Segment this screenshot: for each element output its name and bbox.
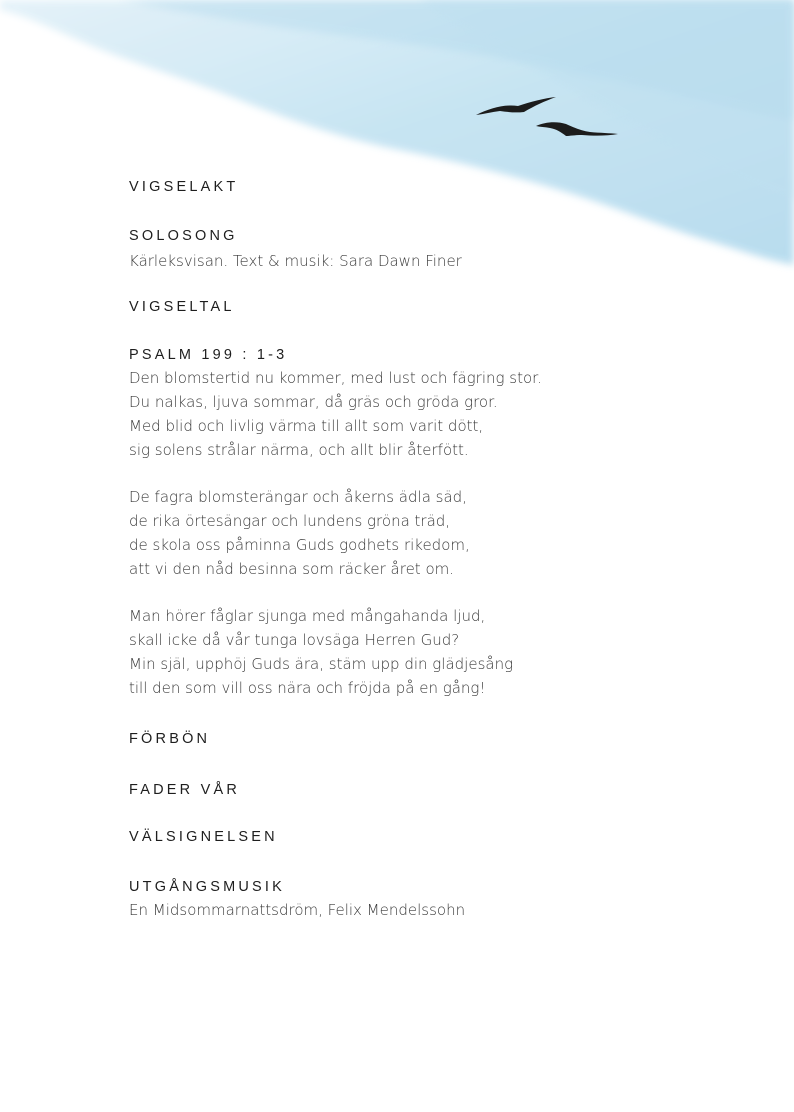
psalm-line: Man hörer fåglar sjunga med mångahanda ljud, xyxy=(129,607,486,625)
section-valsignelsen xyxy=(129,828,729,846)
heading-vigseltal: VIGSELTAL xyxy=(129,299,235,315)
heading-valsignelsen: VÄLSIGNELSEN xyxy=(129,829,278,845)
psalm-line: att vi den nåd besinna som räcker året om. xyxy=(129,560,455,578)
section-forbon xyxy=(129,730,729,748)
psalm-line: Den blomstertid nu kommer, med lust och fägring stor. xyxy=(129,369,542,387)
heading-utgangsmusik: UTGÅNGSMUSIK xyxy=(129,879,286,895)
section-vigselakt xyxy=(129,178,729,196)
psalm-line: Med blid och livlig värma till allt som varit dött, xyxy=(129,417,484,435)
ceremony-program xyxy=(129,178,729,922)
psalm-line: sig solens strålar närma, och allt blir återfött. xyxy=(129,441,469,459)
section-psalm xyxy=(129,346,729,700)
heading-solosong: SOLOSONG xyxy=(129,228,238,244)
psalm-line: skall icke då vår tunga lovsäga Herren Gud? xyxy=(129,631,460,649)
section-fader-var xyxy=(129,781,729,799)
psalm-line: De fagra blomsterängar och åkerns ädla säd, xyxy=(129,488,467,506)
psalm-stanza-2 xyxy=(129,485,729,581)
heading-forbon: FÖRBÖN xyxy=(129,731,211,747)
section-solosong xyxy=(129,227,729,273)
section-vigseltal xyxy=(129,298,729,316)
psalm-stanza-1 xyxy=(129,366,729,462)
heading-fader-var: FADER VÅR xyxy=(129,782,240,798)
psalm-line: de skola oss påminna Guds godhets rikedom, xyxy=(129,536,470,554)
heading-psalm: PSALM 199 : 1-3 xyxy=(129,347,288,363)
heading-vigselakt: VIGSELAKT xyxy=(129,179,239,195)
section-utgangsmusik xyxy=(129,878,729,922)
utgangsmusik-text: En Midsommarnattsdröm, Felix Mendelssohn xyxy=(129,901,466,919)
solosong-text: Kärleksvisan. Text & musik: Sara Dawn Finer xyxy=(129,252,462,270)
psalm-line: Min själ, upphöj Guds ära, stäm upp din glädjesång xyxy=(129,655,514,673)
psalm-line: Du nalkas, ljuva sommar, då gräs och gröda gror. xyxy=(129,393,498,411)
psalm-line: de rika örtesängar och lundens gröna träd, xyxy=(129,512,451,530)
psalm-stanza-3 xyxy=(129,604,729,700)
psalm-line: till den som vill oss nära och fröjda på en gång! xyxy=(129,679,486,697)
